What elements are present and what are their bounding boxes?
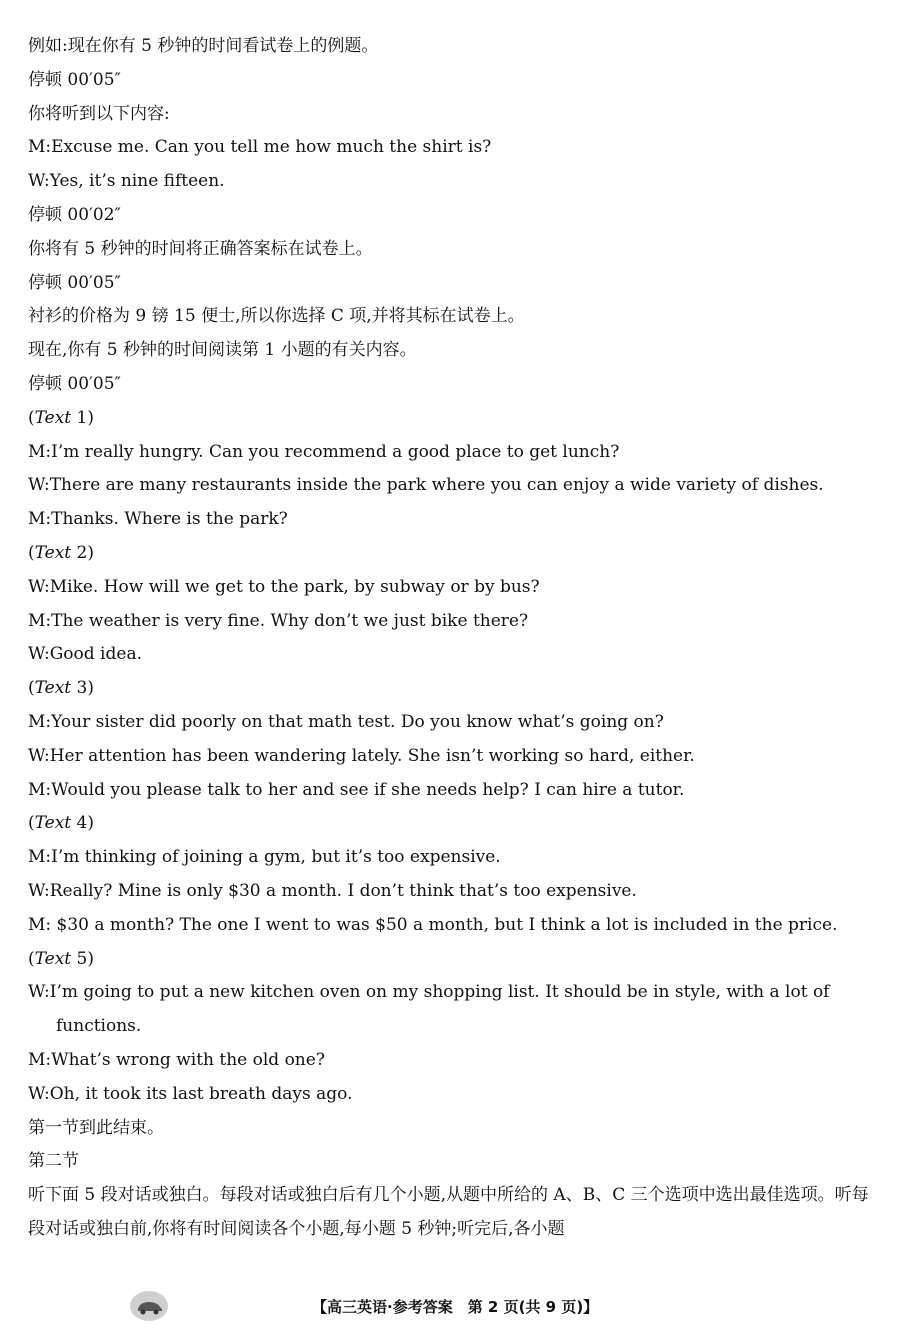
dialogue-line: M:What’s wrong with the old one? xyxy=(28,1049,325,1070)
text-label: Text xyxy=(34,813,72,834)
paren-open: ( xyxy=(28,948,35,969)
paren-open: ( xyxy=(28,407,35,428)
text-number: 5) xyxy=(71,948,94,969)
dialogue-line: M:I’m really hungry. Can you recommend a good place to get lunch? xyxy=(28,441,620,462)
section-heading: 第二节 xyxy=(28,1151,79,1172)
instruction-paragraph: 听下面 5 段对话或独白。每段对话或独白后有几个小题,从题中所给的 A、B、C 三个选项中选出最佳选项。听每段对话或独白前,你将有时间阅读各个小题,每小题 5 秒钟;听完后,各小题 xyxy=(28,1185,869,1239)
dialogue-line: W:There are many restaurants inside the park where you can enjoy a wide variety of dishes. xyxy=(28,475,824,496)
document-body xyxy=(28,30,876,1247)
text-line: 现在,你有 5 秒钟的时间阅读第 1 小题的有关内容。 xyxy=(28,340,417,361)
text-line: 你将有 5 秒钟的时间将正确答案标在试卷上。 xyxy=(28,238,373,259)
text-number: 4) xyxy=(71,813,94,834)
section-end-line: 第一节到此结束。 xyxy=(28,1117,164,1138)
dialogue-line: W:I’m going to put a new kitchen oven on my shopping list. It should be in style, with a lot of functions. xyxy=(28,982,830,1037)
text-number: 3) xyxy=(71,678,94,699)
paren-open: ( xyxy=(28,678,35,699)
dialogue-line: W:Yes, it’s nine fifteen. xyxy=(28,171,225,192)
dialogue-line: M:Excuse me. Can you tell me how much the shirt is? xyxy=(28,137,492,158)
dialogue-line: M: $30 a month? The one I went to was $50 a month, but I think a lot is included in the price. xyxy=(28,914,838,935)
text-label: Text xyxy=(34,948,72,969)
text-heading xyxy=(28,807,876,841)
dialogue-line: W:Her attention has been wandering lately. She isn’t working so hard, either. xyxy=(28,745,695,766)
pause-line: 停顿 00′05″ xyxy=(28,69,121,90)
text-label: Text xyxy=(34,407,72,428)
footer-page-info: 【高三英语·参考答案 第 2 页(共 9 页)】 xyxy=(312,1298,599,1316)
dialogue-line: W:Mike. How will we get to the park, by subway or by bus? xyxy=(28,576,540,597)
text-number: 1) xyxy=(71,407,94,428)
page-footer xyxy=(0,1290,900,1330)
text-label: Text xyxy=(34,542,72,563)
text-line: 衬衫的价格为 9 镑 15 便士,所以你选择 C 项,并将其标在试卷上。 xyxy=(28,306,525,327)
text-line: 例如:现在你有 5 秒钟的时间看试卷上的例题。 xyxy=(28,36,379,56)
dialogue-line: M:The weather is very fine. Why don’t we just bike there? xyxy=(28,610,529,631)
dialogue-line: W:Really? Mine is only $30 a month. I don’t think that’s too expensive. xyxy=(28,880,637,901)
text-label: Text xyxy=(34,678,72,699)
text-number: 2) xyxy=(71,542,94,563)
dialogue-line: M:Your sister did poorly on that math test. Do you know what’s going on? xyxy=(28,711,664,732)
dialogue-line: M:Thanks. Where is the park? xyxy=(28,509,288,530)
paren-open: ( xyxy=(28,813,35,834)
pause-line: 停顿 00′05″ xyxy=(28,373,121,394)
publisher-logo-icon xyxy=(130,1291,168,1321)
text-heading xyxy=(28,943,876,977)
dialogue-line: W:Good idea. xyxy=(28,644,142,665)
dialogue-line: W:Oh, it took its last breath days ago. xyxy=(28,1083,353,1104)
text-heading xyxy=(28,402,876,436)
dialogue-line: M:I’m thinking of joining a gym, but it’s too expensive. xyxy=(28,847,501,868)
text-heading xyxy=(28,537,876,571)
text-heading xyxy=(28,672,876,706)
pause-line: 停顿 00′05″ xyxy=(28,272,121,293)
pause-line: 停顿 00′02″ xyxy=(28,204,121,225)
paren-open: ( xyxy=(28,542,35,563)
dialogue-line: M:Would you please talk to her and see if she needs help? I can hire a tutor. xyxy=(28,779,685,800)
text-line: 你将听到以下内容: xyxy=(28,103,170,124)
